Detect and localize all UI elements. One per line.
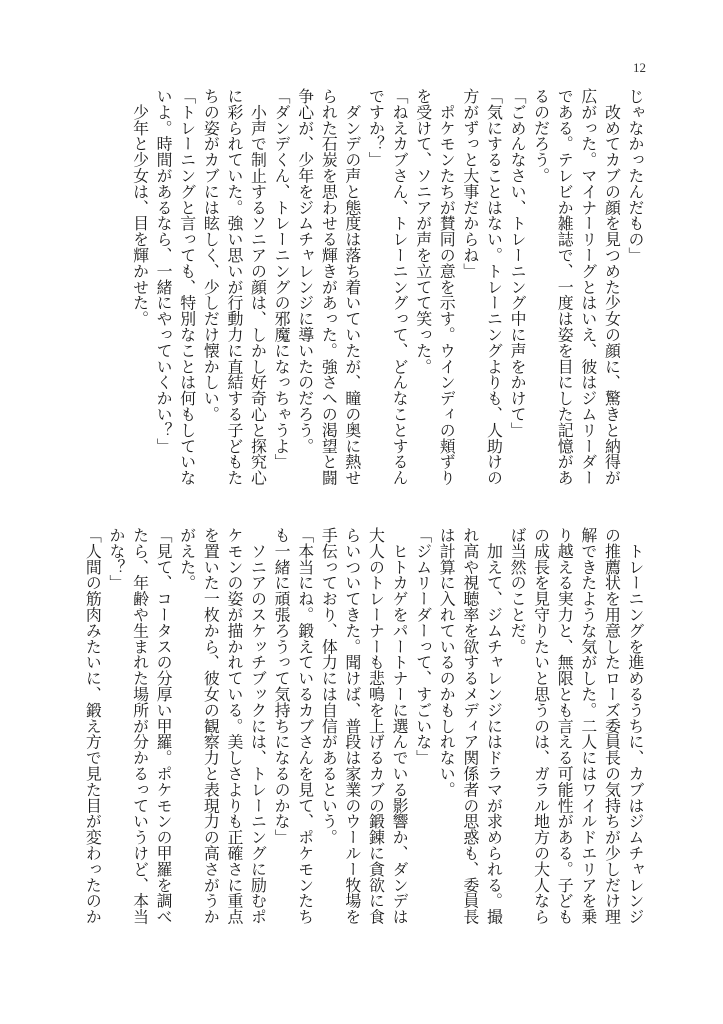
text-line: 「トレーニングと言っても、特別なことは何もしていな xyxy=(177,88,197,486)
text-line: 手伝っており、体力には自信があるという。 xyxy=(319,527,339,845)
text-line: 小声で制止するソニアの顔は、しかし好奇心と探究心 xyxy=(248,88,268,486)
text-line: ば当然のことだ。 xyxy=(508,527,528,655)
text-line: 少年と少女は、目を輝かせた。 xyxy=(130,88,150,327)
text-line: いよ。時間があるなら、一緒にやっていくかい？」 xyxy=(154,88,174,454)
text-line: じゃなかったんだもの」 xyxy=(626,88,645,263)
text-line: は計算に入れているのかもしれない。 xyxy=(437,527,457,798)
text-line: ケモンの姿が描かれている。美しさよりも正確さに重点 xyxy=(224,527,244,925)
text-line: 解できたような気がした。二人にはワイルドエリアを乗 xyxy=(578,527,598,925)
text-line: 方がずっと大事だからね」 xyxy=(460,88,480,279)
text-line: 大人のトレーナーも悲鳴を上げるカブの鍛錬に貪欲に食 xyxy=(366,527,386,925)
text-line: ですか？」 xyxy=(366,88,386,168)
text-line: 広がった。マイナーリーグとはいえ、彼はジムリーダー xyxy=(578,88,598,486)
text-line: 「ダンデくん、トレーニングの邪魔になっちゃうよ」 xyxy=(272,88,292,470)
text-line: がえた。 xyxy=(177,527,197,591)
text-line: ソニアのスケッチブックには、トレーニングに励むポ xyxy=(248,527,268,925)
text-line: り越える実力と、無限とも言える可能性がある。子ども xyxy=(555,527,575,925)
text-line: である。テレビか雑誌で、一度は姿を目にした記憶があ xyxy=(555,88,575,486)
upper-text-block xyxy=(128,88,647,498)
text-line: 「ねえカブさん、トレーニングって、どんなことするん xyxy=(390,88,410,486)
text-line: ポケモンたちが賛同の意を示す。ウインディの頬ずり xyxy=(437,88,457,486)
text-line: 加えて、ジムチャレンジにはドラマが求められる。撮 xyxy=(484,527,504,925)
text-line: 「ごめんなさい、トレーニング中に声をかけて」 xyxy=(508,88,528,438)
page-number: 12 xyxy=(633,60,646,75)
text-line: に彩られていた。強い思いが行動力に直結する子どもた xyxy=(224,88,244,486)
text-line: 「ジムリーダーって、すごいな」 xyxy=(413,527,433,766)
text-line: 「見て、コータスの分厚い甲羅。ポケモンの甲羅を調べ xyxy=(154,527,174,925)
lower-text-block xyxy=(81,527,647,947)
text-line: かな？」 xyxy=(106,527,126,591)
text-line: ヒトカゲをパートナーに選んでいる影響か、ダンデは xyxy=(390,527,410,925)
text-line: トレーニングを進めるうちに、カブはジムチャレンジ xyxy=(626,527,645,925)
text-line: 「本当にね。鍛えているカブさんを見て、ポケモンたち xyxy=(295,527,315,925)
text-line: るのだろう。 xyxy=(531,88,551,184)
text-line: れ高や視聴率を欲するメディア関係者の思惑も、委員長 xyxy=(460,527,480,925)
text-line: の推薦状を用意したローズ委員長の気持ちが少しだけ理 xyxy=(602,527,622,925)
text-line: ダンデの声と態度は落ち着いていたが、瞳の奥に熱せ xyxy=(342,88,362,486)
text-line: 争心が、少年をジムチャレンジに導いたのだろう。 xyxy=(295,88,315,454)
text-line: らいついてきた。聞けば、普段は家業のウールー牧場を xyxy=(342,527,362,925)
text-line: たら、年齢や生まれた場所が分かるっていうけど、本当 xyxy=(130,527,150,925)
text-line: も一緒に頑張ろうって気持ちになるのかな」 xyxy=(272,527,292,845)
text-line: 「人間の筋肉みたいに、鍛え方で見た目が変わったのか xyxy=(83,527,103,925)
text-line: ちの姿がカブには眩しく、少しだけ懐かしい。 xyxy=(201,88,221,422)
text-line: を受けて、ソニアが声を立てて笑った。 xyxy=(413,88,433,375)
text-line: 「気にすることはない。トレーニングよりも、人助けの xyxy=(484,88,504,486)
text-line: を置いた一枚から、彼女の観察力と表現力の高さがうか xyxy=(201,527,221,925)
text-line: の成長を見守りたいと思うのは、ガラル地方の大人なら xyxy=(531,527,551,925)
text-line: 改めてカブの顔を見つめた少女の顔に、驚きと納得が xyxy=(602,88,622,486)
text-line: られた石炭を思わせる輝きがあった。強さへの渇望と闘 xyxy=(319,88,339,486)
